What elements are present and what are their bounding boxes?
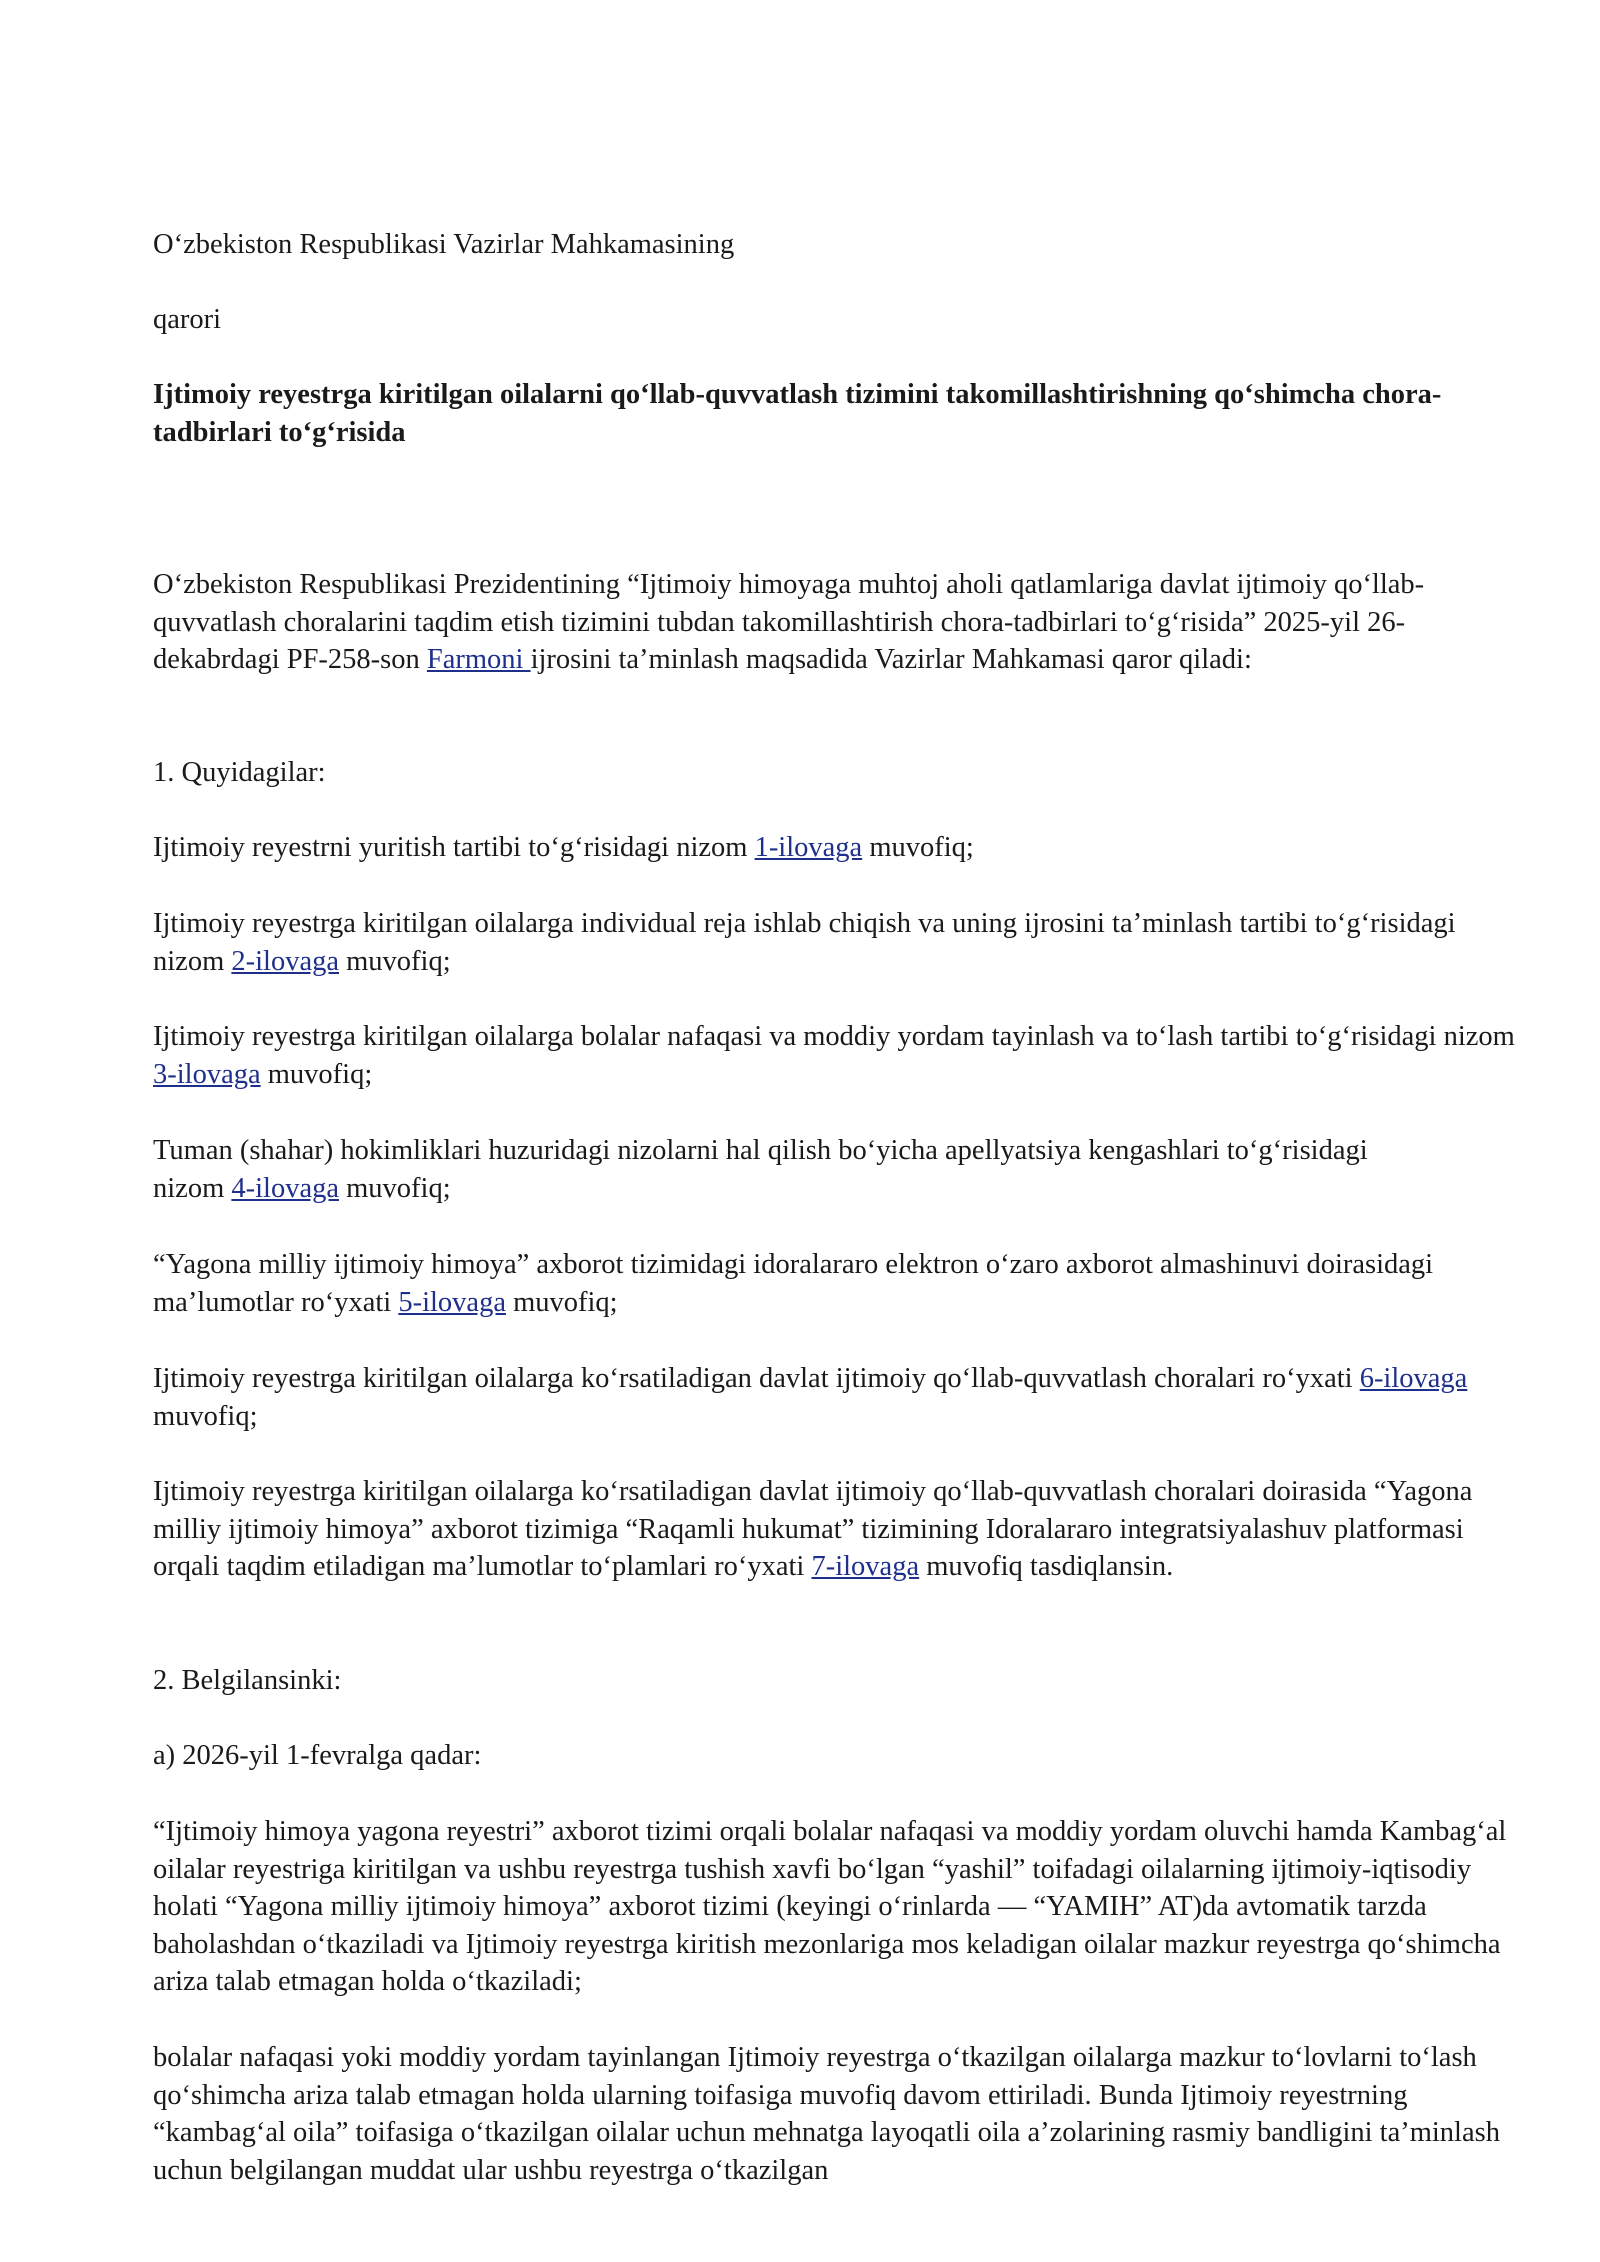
issuer-line: O‘zbekiston Respublikasi Vazirlar Mahkamasining xyxy=(153,229,735,260)
annex-5-link[interactable]: 5-ilovaga xyxy=(398,1286,506,1318)
list-item: Ijtimoiy reyestrga kiritilgan oilalarga ko‘rsatiladigan davlat ijtimoiy qo‘llab-quvvatlash choralari ro‘yxati 6-ilovaga muvofiq; xyxy=(153,1363,1468,1432)
section-2-paragraph: bolalar nafaqasi yoki moddiy yordam tayinlangan Ijtimoiy reyestrga o‘tkazilgan oilalarga mazkur to‘lovlarni to‘lash qo‘shimcha ariza talab etmagan holda ularning toifasiga muvofiq davom ettiriladi. Bunda Ijtimoiy reyestrning “kambag‘al oila” toifasiga o‘tkazilgan oilalar uchun mehnatga layoqatli oila a’zolarining rasmiy bandligini ta’minlash uchun belgilangan muddat ular ushbu reyestrga o‘tkazilgan xyxy=(153,2042,1500,2186)
annex-2-link[interactable]: 2-ilovaga xyxy=(231,945,340,977)
section-2-heading: 2. Belgilansinki: xyxy=(153,1665,342,1696)
annex-6-link[interactable]: 6-ilovaga xyxy=(1359,1363,1468,1394)
section-1-heading: 1. Quyidagilar: xyxy=(153,757,326,788)
preamble-text-after: ijrosini ta’minlash maqsadida Vazirlar Mahkamasi qaror qiladi: xyxy=(530,644,1252,675)
farmoni-link[interactable]: Farmoni xyxy=(426,644,531,675)
list-item: Ijtimoiy reyestrga kiritilgan oilalarga individual reja ishlab chiqish va uning ijrosini ta’minlash tartibi to‘g‘risidagi nizom 2-ilovaga muvofiq; xyxy=(153,908,1456,977)
section-2-subheading: a) 2026-yil 1-fevralga qadar: xyxy=(153,1740,482,1771)
annex-3-link[interactable]: 3-ilovaga xyxy=(153,1058,261,1090)
annex-4-link[interactable]: 4-ilovaga xyxy=(231,1172,340,1204)
preamble-text-before: O‘zbekiston Respublikasi Prezidentining “Ijtimoiy himoyaga muhtoj aholi qatlamlariga davlat ijtimoiy qo‘llab-quvvatlash choralarini taqdim etish tizimini tubdan takomillashtirish chora-tadbirlari to‘g‘risida” 2025-yil 26-dekabrdagi PF-258-son xyxy=(153,569,1425,675)
list-item: Ijtimoiy reyestrni yuritish tartibi to‘g‘risidagi nizom 1-ilovaga muvofiq; xyxy=(153,832,974,863)
list-item: Ijtimoiy reyestrga kiritilgan oilalarga bolalar nafaqasi va moddiy yordam tayinlash va to‘lash tartibi to‘g‘risidagi nizom 3-ilovaga muvofiq; xyxy=(153,1021,1515,1090)
list-item: Ijtimoiy reyestrga kiritilgan oilalarga ko‘rsatiladigan davlat ijtimoiy qo‘llab-quvvatlash choralari doirasida “Yagona milliy ijtimoiy himoya” axborot tizimiga “Raqamli hukumat” tizimining Idoralararo integratsiyalashuv platformasi orqali taqdim etiladigan ma’lumotlar to‘plamlari ro‘yxati 7-ilovaga muvofiq tasdiqlansin. xyxy=(153,1476,1473,1582)
document-title: Ijtimoiy reyestrga kiritilgan oilalarni qo‘llab-quvvatlash tizimini takomillashtirishning qo‘shimcha chora-tadbirlari to‘g‘risida xyxy=(153,379,1442,448)
doc-type: qarori xyxy=(153,304,222,335)
list-item: Tuman (shahar) hokimliklari huzuridagi nizolarni hal qilish bo‘yicha apellyatsiya kengashlari to‘g‘risidagi nizom 4-ilovaga muvofiq; xyxy=(153,1135,1368,1204)
annex-7-link[interactable]: 7-ilovaga xyxy=(811,1551,920,1582)
preamble-paragraph xyxy=(153,566,1523,679)
list-item: “Yagona milliy ijtimoiy himoya” axborot tizimidagi idoralararo elektron o‘zaro axborot almashinuvi doirasidagi ma’lumotlar ro‘yxati 5-ilovaga muvofiq; xyxy=(153,1249,1434,1318)
annex-1-link[interactable]: 1-ilovaga xyxy=(754,832,863,863)
section-2-paragraph: “Ijtimoiy himoya yagona reyestri” axborot tizimi orqali bolalar nafaqasi va moddiy yordam oluvchi hamda Kambag‘al oilalar reyestriga kiritilgan va ushbu reyestrga tushish xavfi bo‘lgan “yashil” toifadagi oilalarning ijtimoiy-iqtisodiy holati “Yagona milliy ijtimoiy himoya” axborot tizimi (keyingi o‘rinlarda — “YAMIH” AT)da avtomatik tarzda baholashdan o‘tkaziladi va Ijtimoiy reyestrga kiritish mezonlariga mos keladigan oilalar mazkur reyestrga qo‘shimcha ariza talab etmagan holda o‘tkaziladi; xyxy=(153,1816,1507,1997)
